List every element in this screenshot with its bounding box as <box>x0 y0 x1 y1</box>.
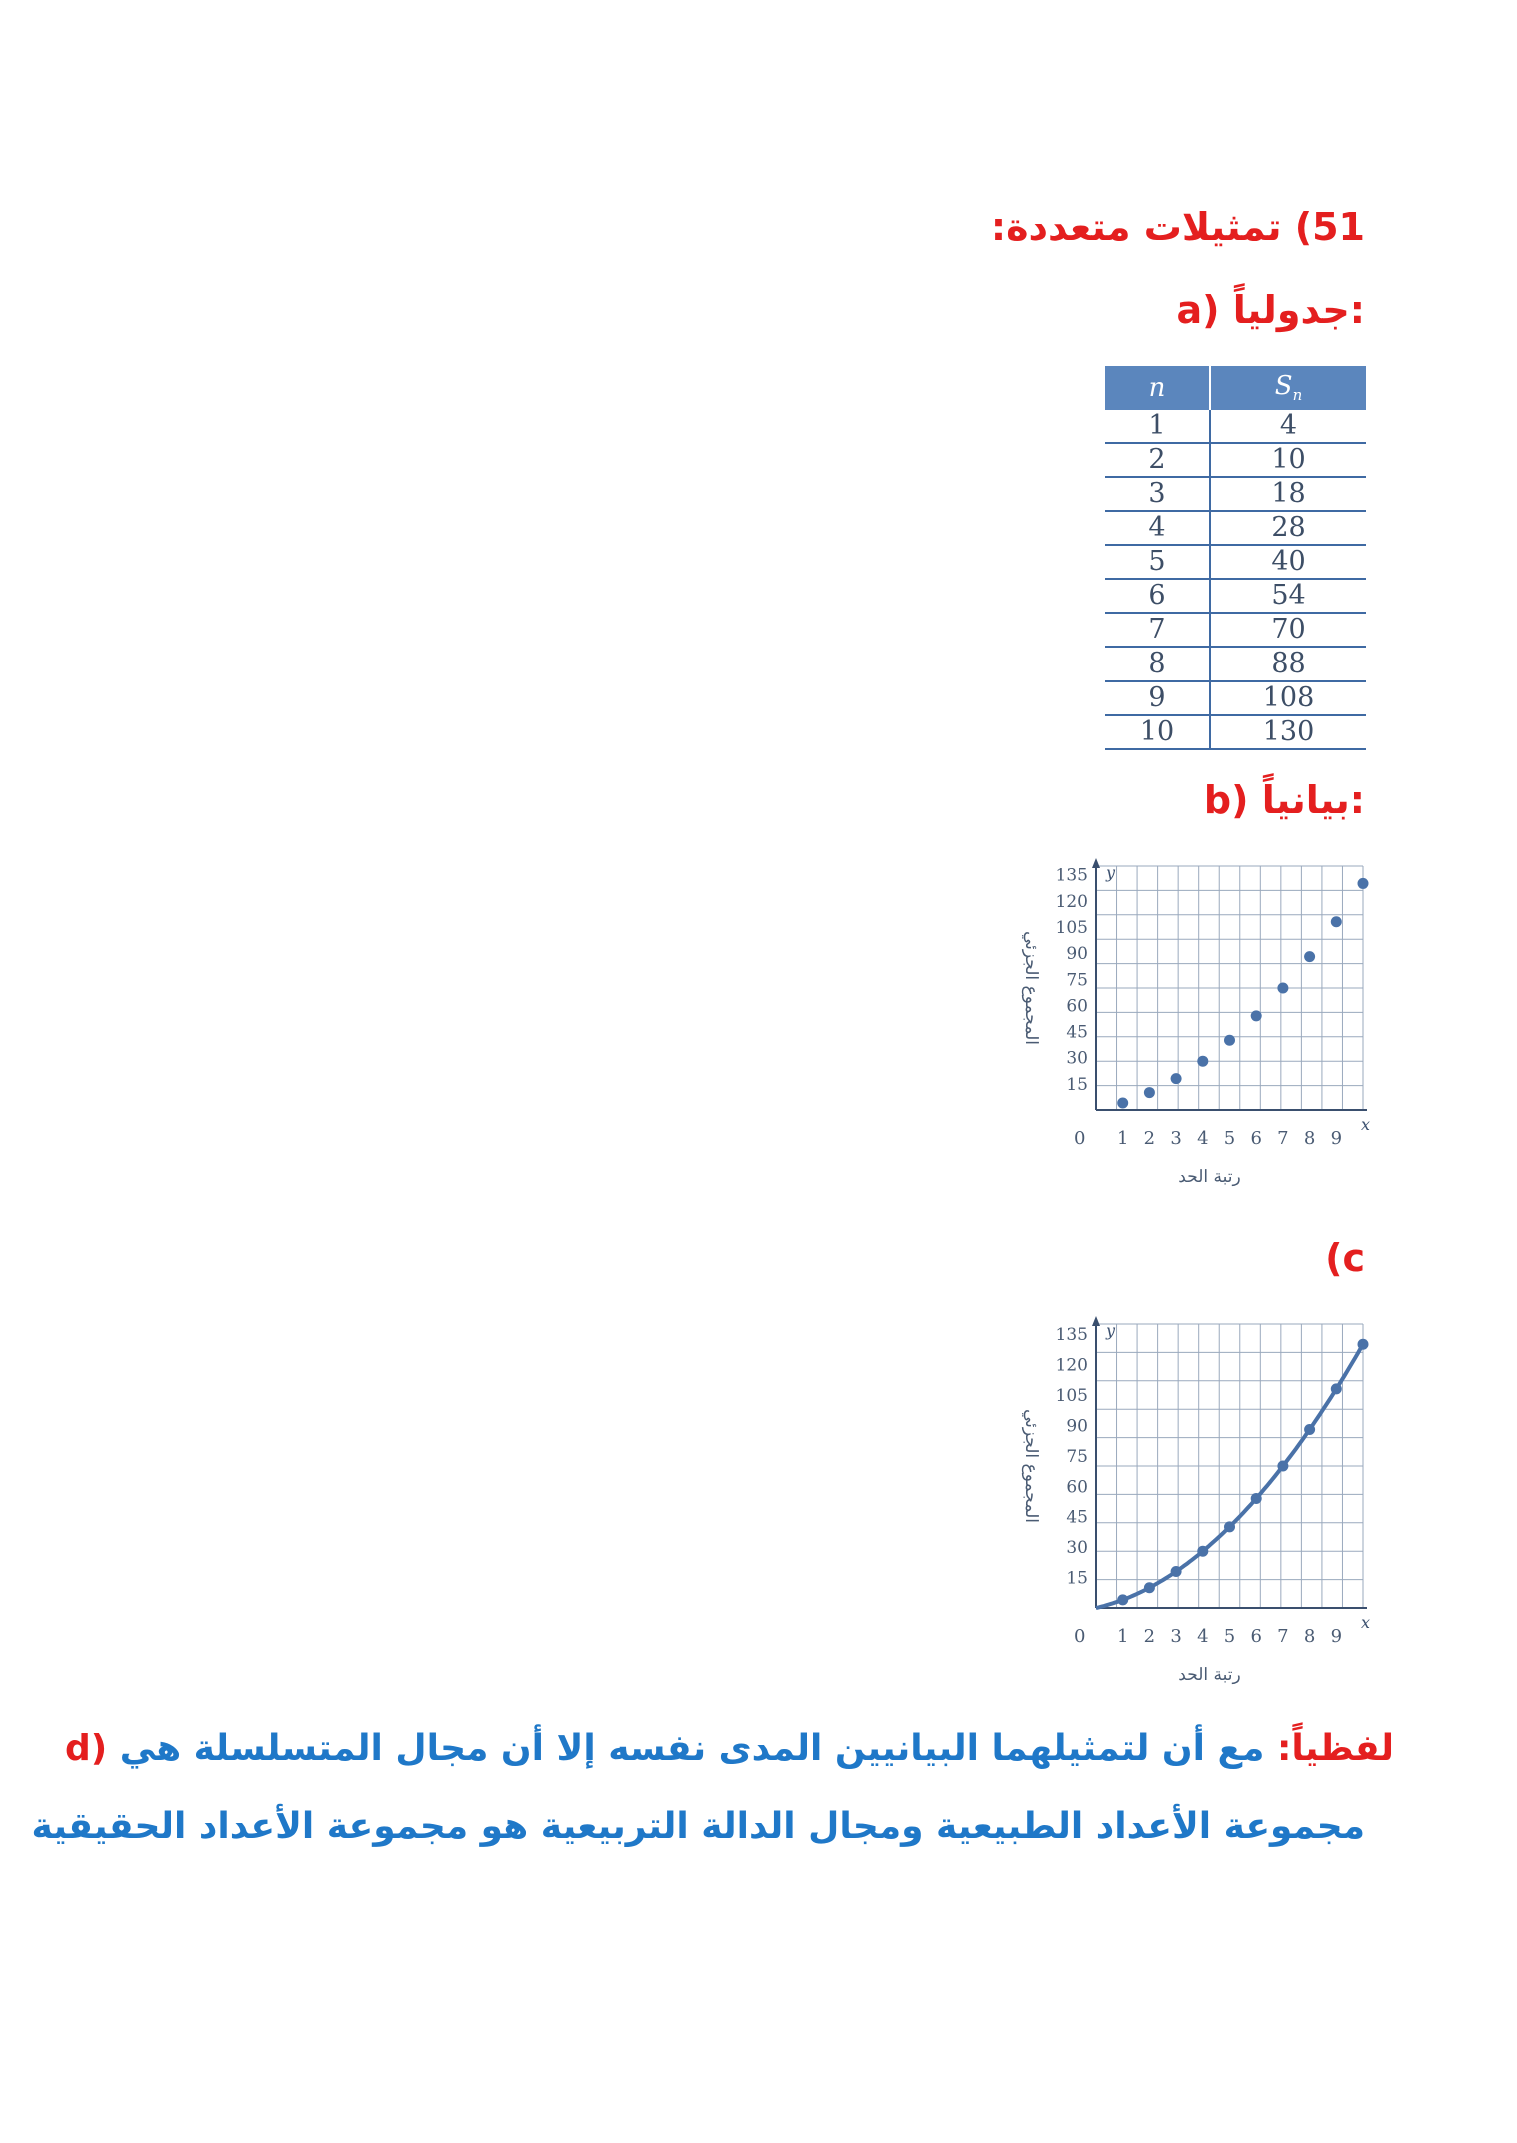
y-tick-label: 135 <box>1055 1325 1088 1346</box>
y-axis-arrow <box>1092 858 1100 868</box>
data-point <box>1117 1594 1128 1605</box>
x-tick-label: 5 <box>1223 1626 1236 1647</box>
y-tick-label: 105 <box>1055 918 1088 938</box>
cell-sn: 108 <box>1210 681 1366 715</box>
part-c-label: (c <box>1325 1236 1365 1280</box>
cell-n: 7 <box>1105 613 1210 647</box>
cell-n: 10 <box>1105 715 1210 749</box>
y-tick-label: 75 <box>1066 1446 1088 1467</box>
data-point <box>1331 1383 1342 1394</box>
x-tick-label: 9 <box>1330 1128 1343 1149</box>
origin-label: 0 <box>1074 1128 1086 1149</box>
header-n <box>1105 366 1210 410</box>
data-point <box>1251 1010 1262 1021</box>
y-tick-label: 105 <box>1055 1386 1088 1406</box>
x-tick-label: 7 <box>1277 1626 1289 1647</box>
cell-n: 6 <box>1105 579 1210 613</box>
header-sn <box>1210 366 1366 410</box>
data-point <box>1331 916 1342 927</box>
cell-n: 8 <box>1105 647 1210 681</box>
partial-sums-table <box>1105 366 1366 750</box>
x-tick-label: 4 <box>1197 1128 1209 1149</box>
table-row <box>1105 613 1366 647</box>
y-tick-label: 30 <box>1066 1048 1088 1069</box>
cell-sn: 70 <box>1210 613 1366 647</box>
y-tick-label: 45 <box>1066 1022 1088 1043</box>
x-tick-label: 3 <box>1170 1626 1182 1647</box>
y-axis-label: المجموع الجزئي <box>1021 1408 1041 1524</box>
header-sn-text: $S_n$ <box>1274 371 1303 405</box>
data-point <box>1277 983 1288 994</box>
data-point <box>1304 951 1315 962</box>
data-point <box>1197 1056 1208 1067</box>
y-axis-name: y <box>1106 863 1116 882</box>
table-row <box>1105 511 1366 545</box>
x-tick-label: 9 <box>1330 1626 1343 1647</box>
data-point <box>1304 1424 1315 1435</box>
x-tick-label: 6 <box>1250 1626 1262 1647</box>
x-axis-name: x <box>1361 1613 1371 1632</box>
x-tick-label: 6 <box>1250 1128 1262 1149</box>
grid <box>1096 1324 1363 1608</box>
x-tick-label: 4 <box>1197 1626 1209 1647</box>
data-point <box>1197 1546 1208 1557</box>
data-point <box>1117 1098 1128 1109</box>
table-row <box>1105 579 1366 613</box>
cell-sn: 88 <box>1210 647 1366 681</box>
part-d-text-1: مع أن لتمثيلهما البيانيين المدى نفسه إلا أن مجال المتسلسلة هي <box>119 1728 1265 1769</box>
part-d-text-2: مجموعة الأعداد الطبيعية ومجال الدالة التربيعية هو مجموعة الأعداد الحقيقية <box>31 1806 1365 1847</box>
x-tick-label: 8 <box>1303 1626 1316 1647</box>
cell-n: 9 <box>1105 681 1210 715</box>
y-tick-label: 60 <box>1066 996 1088 1017</box>
table-row <box>1105 545 1366 579</box>
table-header-row <box>1105 366 1366 410</box>
y-tick-label: 120 <box>1055 1355 1088 1376</box>
table-row <box>1105 477 1366 511</box>
x-tick-label: 3 <box>1170 1128 1182 1149</box>
table-row <box>1105 443 1366 477</box>
cell-sn: 130 <box>1210 715 1366 749</box>
table-row <box>1105 681 1366 715</box>
y-tick-label: 45 <box>1066 1507 1088 1528</box>
x-tick-label: 1 <box>1116 1128 1129 1149</box>
y-tick-label: 60 <box>1066 1477 1088 1498</box>
cell-sn: 54 <box>1210 579 1366 613</box>
y-tick-label: 75 <box>1066 970 1088 991</box>
y-tick-label: 120 <box>1055 891 1088 912</box>
y-tick-label: 15 <box>1066 1568 1088 1589</box>
cell-sn: 4 <box>1210 410 1366 443</box>
origin-label: 0 <box>1074 1626 1086 1647</box>
y-tick-label: 135 <box>1055 865 1088 886</box>
y-axis-arrow <box>1092 1316 1100 1326</box>
y-axis-name: y <box>1106 1321 1116 1340</box>
data-point <box>1358 1339 1369 1350</box>
x-tick-label: 5 <box>1223 1128 1236 1149</box>
table-row <box>1105 410 1366 443</box>
table-row <box>1105 715 1366 749</box>
y-tick-label: 15 <box>1066 1074 1088 1095</box>
cell-n: 3 <box>1105 477 1210 511</box>
data-point <box>1144 1087 1155 1098</box>
grid <box>1096 866 1363 1110</box>
y-tick-label: 30 <box>1066 1538 1088 1559</box>
y-axis-label: المجموع الجزئي <box>1021 930 1041 1046</box>
cell-sn: 18 <box>1210 477 1366 511</box>
x-tick-label: 2 <box>1143 1128 1156 1149</box>
part-d-line1 <box>65 1728 1395 1769</box>
cell-n: 5 <box>1105 545 1210 579</box>
cell-n: 2 <box>1105 443 1210 477</box>
x-axis-name: x <box>1361 1115 1371 1134</box>
cell-sn: 10 <box>1210 443 1366 477</box>
y-tick-label: 90 <box>1066 1416 1088 1437</box>
x-tick-label: 8 <box>1303 1128 1316 1149</box>
data-point <box>1224 1521 1235 1532</box>
cell-sn: 40 <box>1210 545 1366 579</box>
data-point <box>1277 1461 1288 1472</box>
x-tick-label: 2 <box>1143 1626 1156 1647</box>
y-tick-label: 90 <box>1066 944 1088 965</box>
data-point <box>1171 1073 1182 1084</box>
cell-n: 1 <box>1105 410 1210 443</box>
data-point <box>1358 878 1369 889</box>
x-axis-label: رتبة الحد <box>1178 1665 1241 1685</box>
x-tick-label: 1 <box>1116 1626 1129 1647</box>
part-d-label: d) لفظياً: <box>65 1728 1395 1769</box>
part-a-label: a) جدولياً: <box>1176 288 1365 332</box>
curve-chart <box>1008 1308 1373 1708</box>
fitted-curve <box>1096 1344 1363 1608</box>
cell-sn: 28 <box>1210 511 1366 545</box>
scatter-chart <box>1008 850 1373 1210</box>
x-axis-label: رتبة الحد <box>1178 1167 1241 1187</box>
data-point <box>1171 1566 1182 1577</box>
header-n-text: n <box>1148 373 1166 403</box>
cell-n: 4 <box>1105 511 1210 545</box>
question-title: 51) تمثيلات متعددة: <box>990 205 1365 249</box>
data-point <box>1144 1582 1155 1593</box>
data-point <box>1251 1493 1262 1504</box>
x-tick-label: 7 <box>1277 1128 1289 1149</box>
part-b-label: b) بيانياً: <box>1203 778 1365 822</box>
data-point <box>1224 1035 1235 1046</box>
table-row <box>1105 647 1366 681</box>
